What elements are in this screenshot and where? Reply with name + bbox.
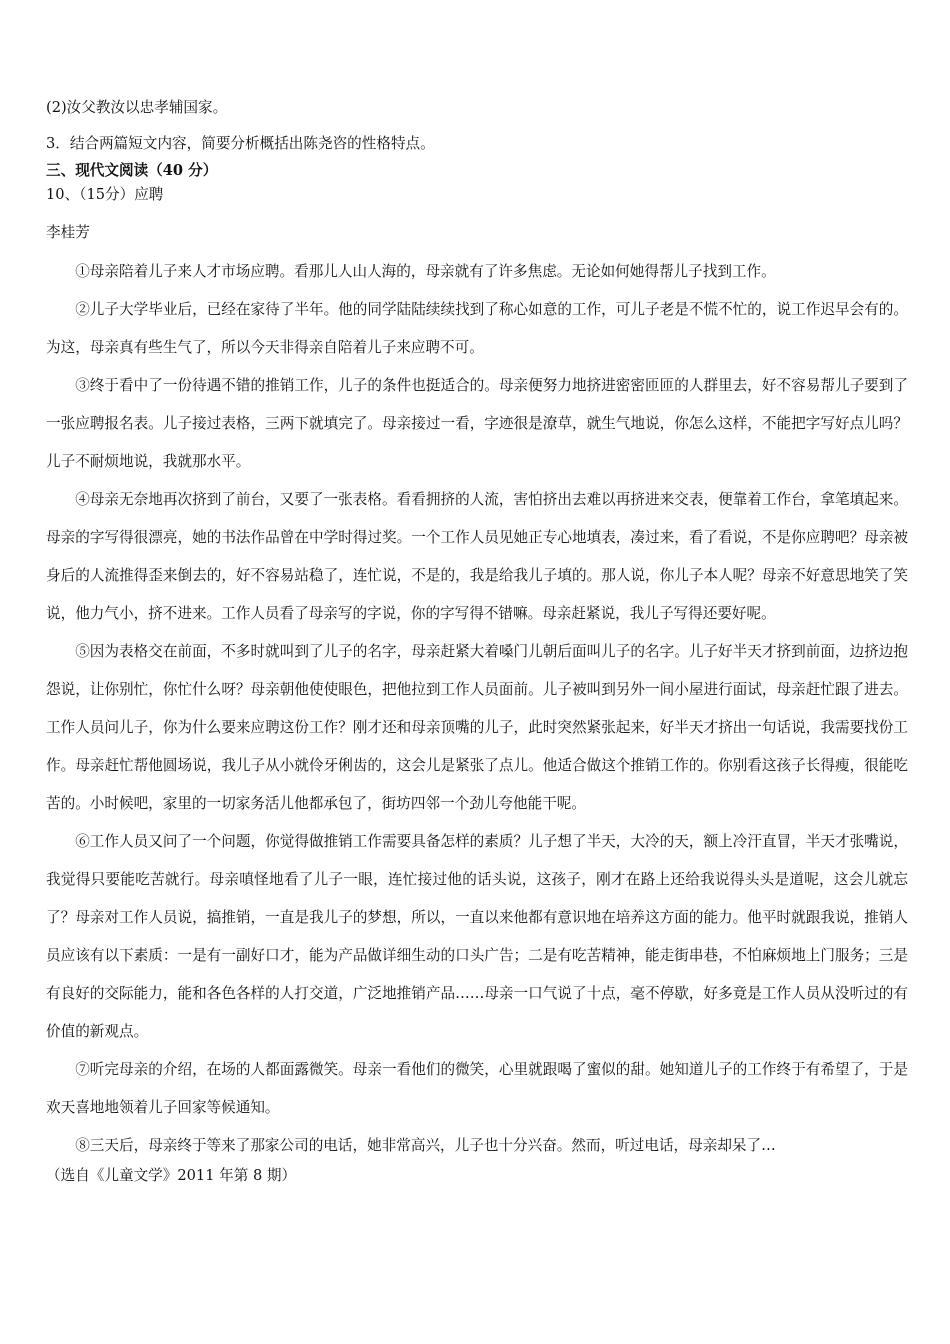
paragraph-2: ②儿子大学毕业后，已经在家待了半年。他的同学陆陆续续找到了称心如意的工作，可儿子老是不慌不忙的，说工作迟早会有的。为这，母亲真有些生气了，所以今天非得亲自陪着儿子来应聘不可。 [46, 301, 908, 356]
paragraph-6: ⑥工作人员又问了一个问题，你觉得做推销工作需要具备怎样的素质？儿子想了半天，大冷的天，额上冷汗直冒，半天才张嘴说，我觉得只要能吃苦就行。母亲嗔怪地看了儿子一眼，连忙接过他的话头说，这孩子，刚才在路上还给我说得头头是道呢，这会儿就忘了？母亲对工作人员说，搞推销，一直是我儿子的梦想，所以，一直以来他都有意识地在培养这方面的能力。他平时就跟我说，推销人员应该有以下素质：一是有一副好口才，能为产品做详细生动的口头广告；二是有吃苦精神，能走街串巷，不怕麻烦地上门服务；三是有良好的交际能力，能和各色各样的人打交道，广泛地推销产品……母亲一口气说了十点，毫不停歇，好多竟是工作人员从没听过的有价值的新观点。 [46, 833, 908, 1040]
paragraph-8: ⑧三天后，母亲终于等来了那家公司的电话，她非常高兴，儿子也十分兴奋。然而，听过电话，母亲却呆了… [75, 1137, 776, 1154]
paragraph-3: ③终于看中了一份待遇不错的推销工作，儿子的条件也挺适合的。母亲便努力地挤进密密匝匝的人群里去，好不容易帮儿子要到了一张应聘报名表。儿子接过表格，三两下就填完了。母亲接过一看，字迹很是潦草，就生气地说，你怎么这样，不能把字写好点儿吗？儿子不耐烦地说，我就那水平。 [46, 377, 908, 470]
question-3: 3．结合两篇短文内容，简要分析概括出陈尧咨的性格特点。 [46, 135, 435, 152]
article-body [46, 253, 908, 1165]
section-heading: 三、现代文阅读（40 分） [46, 162, 218, 179]
paragraph-5: ⑤因为表格交在前面，不多时就叫到了儿子的名字，母亲赶紧大着嗓门儿朝后面叫儿子的名字。儿子好半天才挤到前面，边挤边抱怨说，让你别忙，你忙什么呀？母亲朝他使使眼色，把他拉到工作人员面前。儿子被叫到另外一间小屋进行面试，母亲赶忙跟了进去。工作人员问儿子，你为什么要来应聘这份工作？刚才还和母亲顶嘴的儿子，此时突然紧张起来，好半天才挤出一句话说，我需要找份工作。母亲赶忙帮他圆场说，我儿子从小就伶牙俐齿的，这会儿是紧张了点儿。他适合做这个推销工作的。你别看这孩子长得瘦，很能吃苦的。小时候吧，家里的一切家务活儿他都承包了，街坊四邻一个劲儿夸他能干呢。 [46, 643, 908, 812]
paragraph-4: ④母亲无奈地再次挤到了前台，又要了一张表格。看看拥挤的人流，害怕挤出去难以再挤进来交表，便靠着工作台，拿笔填起来。母亲的字写得很漂亮，她的书法作品曾在中学时得过奖。一个工作人员见她正专心地填表，凑过来，看了看说，不是你应聘吧？母亲被身后的人流推得歪来倒去的，好不容易站稳了，连忙说，不是的，我是给我儿子填的。那人说，你儿子本人呢？母亲不好意思地笑了笑说，他力气小，挤不进来。工作人员看了母亲写的字说，你的字写得不错嘛。母亲赶紧说，我儿子写得还要好呢。 [46, 491, 908, 622]
question-2-2: (2)汝父教汝以忠孝辅国家。 [46, 99, 228, 116]
paragraph-1: ①母亲陪着儿子来人才市场应聘。看那儿人山人海的，母亲就有了许多焦虑。无论如何她得帮儿子找到工作。 [75, 263, 776, 280]
article-title: 10、（15分）应聘 [46, 186, 164, 203]
article-author: 李桂芳 [46, 224, 90, 241]
source-citation: （选自《儿童文学》2011 年第 8 期） [46, 1167, 297, 1184]
document-page [46, 96, 908, 1187]
paragraph-7: ⑦听完母亲的介绍，在场的人都面露微笑。母亲一看他们的微笑，心里就跟喝了蜜似的甜。她知道儿子的工作终于有希望了，于是欢天喜地地领着儿子回家等候通知。 [46, 1061, 908, 1116]
